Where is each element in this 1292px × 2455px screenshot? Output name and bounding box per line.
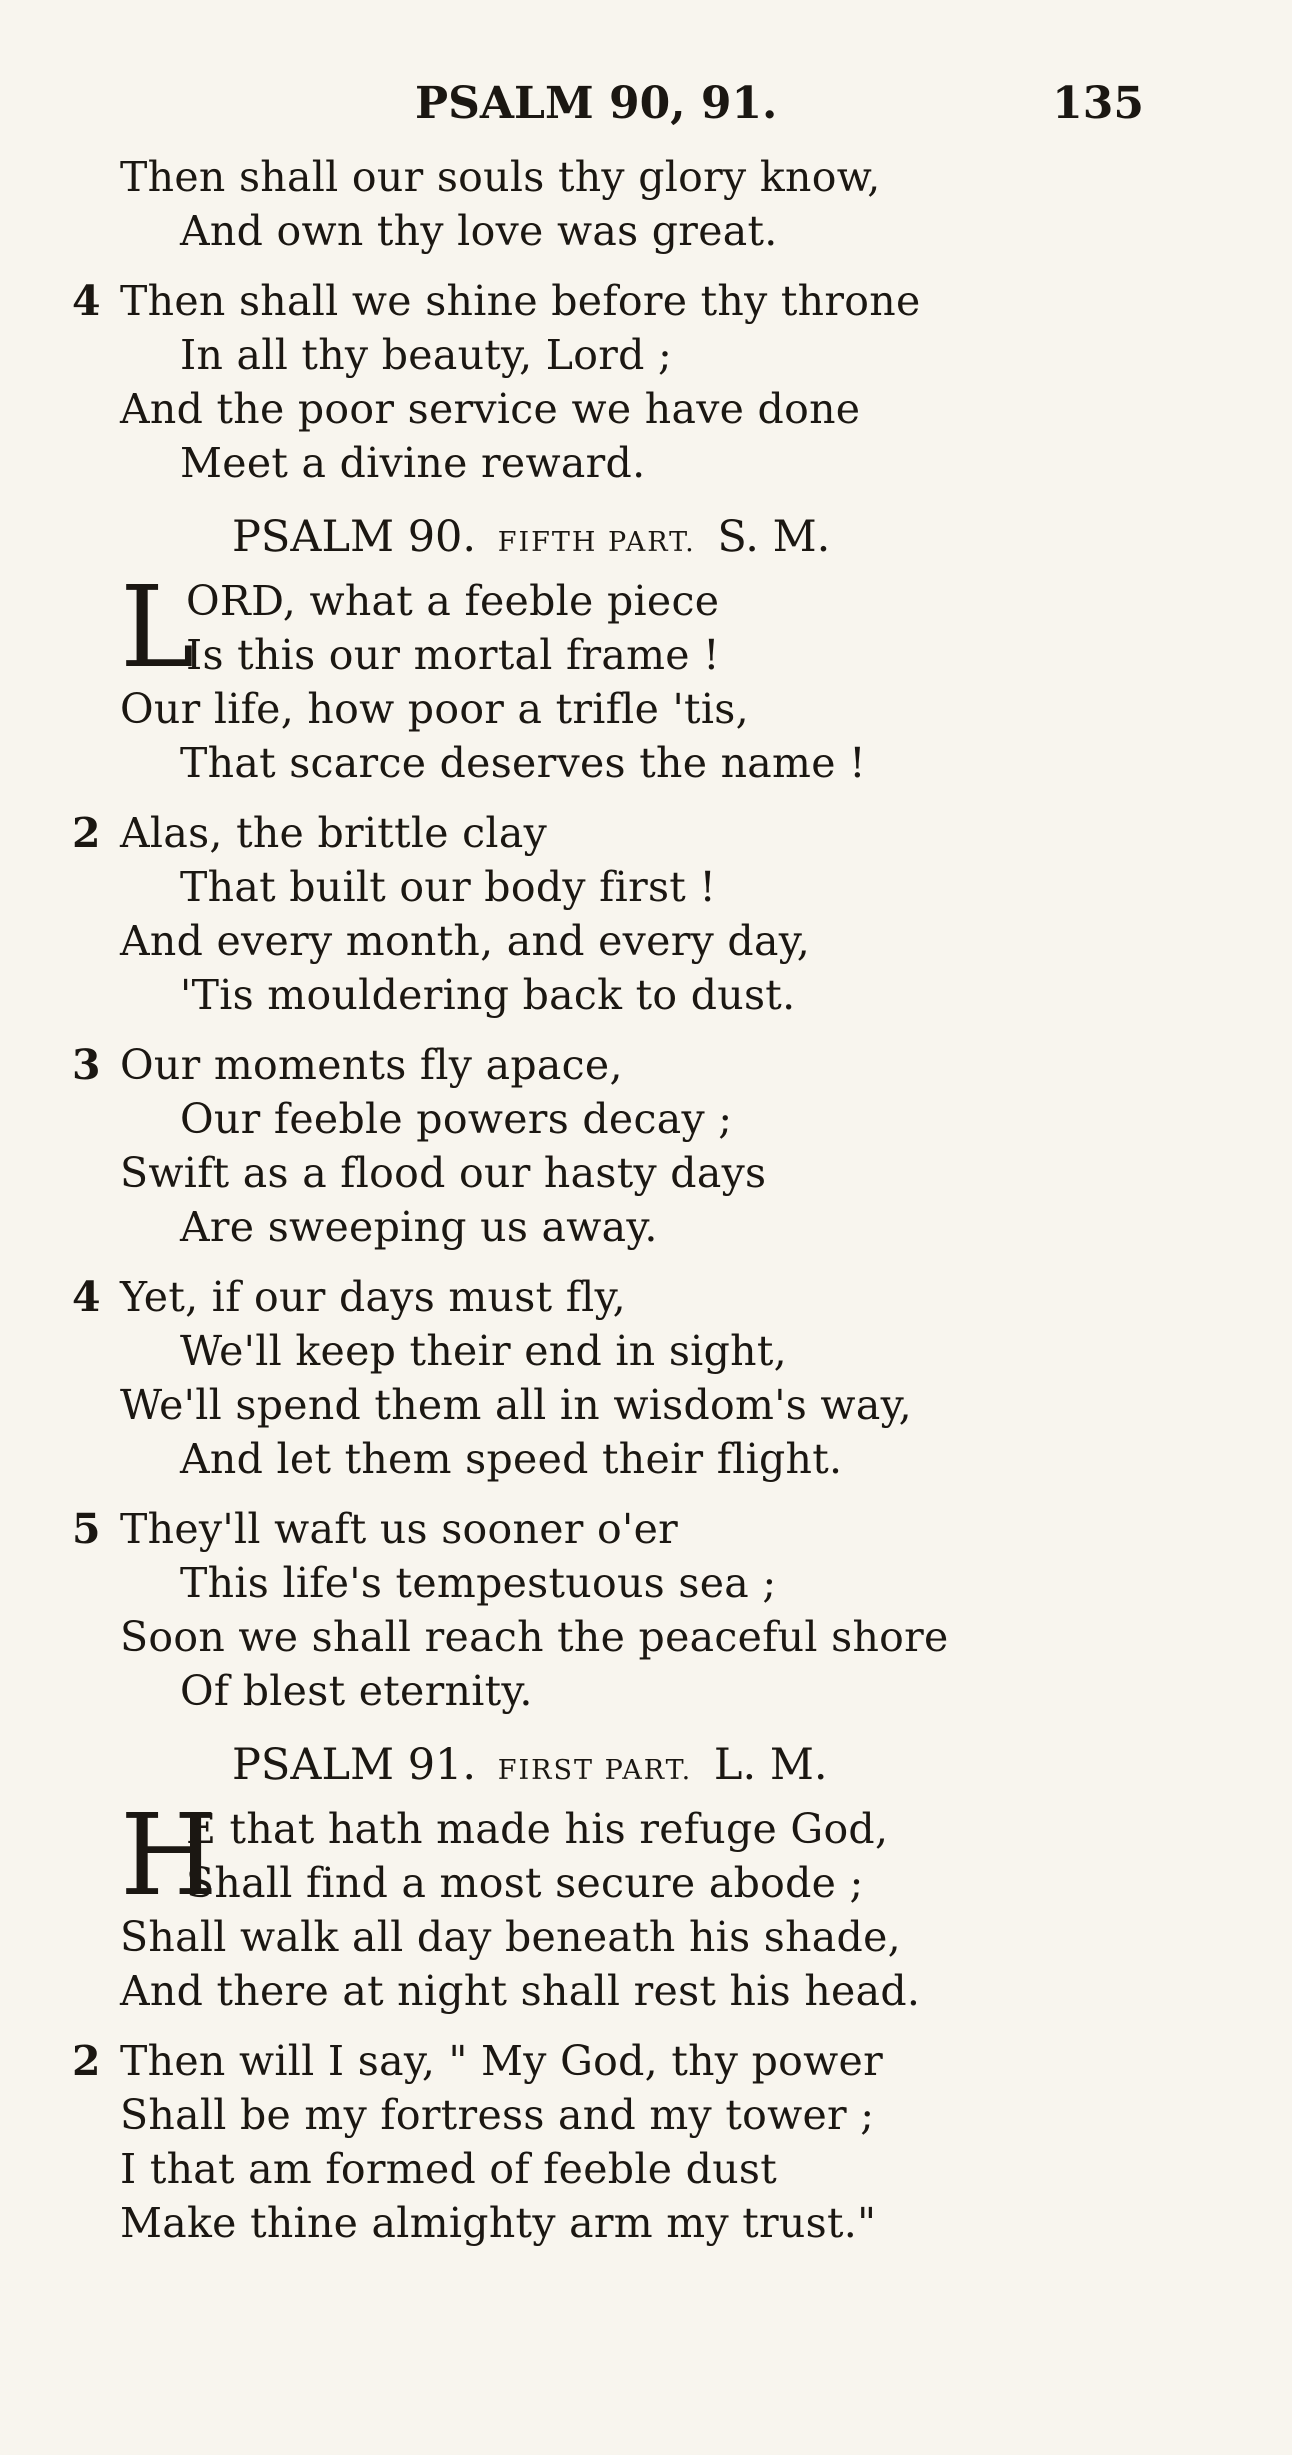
verse-line: That scarce deserves the name ! <box>180 739 866 787</box>
verse-line: ORD, what a feeble piece <box>186 577 720 625</box>
verse-line: Yet, if our days must fly, <box>120 1273 626 1321</box>
verse-line: Shall be my fortress and my tower ; <box>120 2091 875 2139</box>
stanza-number: 4 <box>72 1273 101 1321</box>
stanza-number: 2 <box>72 809 101 857</box>
verse-line: Of blest eternity. <box>180 1667 533 1715</box>
verse-line: This life's tempestuous sea ; <box>180 1559 777 1607</box>
stanza <box>72 274 1120 490</box>
verse-line: And own thy love was great. <box>180 207 778 255</box>
verse-line: Shall find a most secure abode ; <box>186 1859 864 1907</box>
psalm-heading <box>120 1734 1120 1796</box>
verse-line: Is this our mortal frame ! <box>186 631 720 679</box>
psalm-title: PSALM 91. <box>232 1740 477 1790</box>
psalm-heading <box>120 506 1120 568</box>
verse-line: Then shall we shine before thy throne <box>120 277 921 325</box>
psalm-part: FIFTH PART. <box>497 527 696 558</box>
running-head <box>0 78 1292 138</box>
hymn-text <box>72 150 1120 2266</box>
stanza <box>72 1038 1120 1254</box>
verse-line: We'll keep their end in sight, <box>180 1327 787 1375</box>
verse-line: Alas, the brittle clay <box>120 809 548 857</box>
stanza <box>120 563 1120 790</box>
stanza <box>72 2034 1120 2250</box>
verse-line: Shall walk all day beneath his shade, <box>120 1913 901 1961</box>
verse-line: Our feeble powers decay ; <box>180 1095 733 1143</box>
stanza <box>120 1791 1120 2018</box>
verse-line: I that am formed of feeble dust <box>120 2145 778 2193</box>
running-title: PSALM 90, 91. <box>415 78 778 129</box>
verse-line: They'll waft us sooner o'er <box>120 1505 679 1553</box>
verse-line: Meet a divine reward. <box>180 439 646 487</box>
verse-line: And the poor service we have done <box>120 385 861 433</box>
verse-line: Make thine almighty arm my trust." <box>120 2199 877 2247</box>
psalm-meter: S. M. <box>717 512 831 562</box>
verse-line: Soon we shall reach the peaceful shore <box>120 1613 949 1661</box>
psalm-title: PSALM 90. <box>232 512 477 562</box>
stanza <box>72 1502 1120 1718</box>
stanza <box>120 150 1120 258</box>
psalm-part: FIRST PART. <box>497 1755 693 1786</box>
verse-line: 'Tis mouldering back to dust. <box>180 971 796 1019</box>
verse-line: Are sweeping us away. <box>180 1203 658 1251</box>
verse-line: We'll spend them all in wisdom's way, <box>120 1381 912 1429</box>
drop-cap: L <box>120 563 195 693</box>
verse-line: And there at night shall rest his head. <box>120 1967 921 2015</box>
verse-line: Our life, how poor a trifle 'tis, <box>120 685 749 733</box>
stanza <box>72 806 1120 1022</box>
stanza-number: 3 <box>72 1041 101 1089</box>
stanza-number: 2 <box>72 2037 101 2085</box>
verse-line: Then will I say, " My God, thy power <box>120 2037 883 2085</box>
verse-line: That built our body first ! <box>180 863 717 911</box>
psalm-meter: L. M. <box>713 1740 828 1790</box>
verse-line: In all thy beauty, Lord ; <box>180 331 673 379</box>
stanza-number: 5 <box>72 1505 101 1553</box>
stanza-number: 4 <box>72 277 101 325</box>
verse-line: And let them speed their flight. <box>180 1435 843 1483</box>
verse-line: Then shall our souls thy glory know, <box>120 153 881 201</box>
stanza <box>72 1270 1120 1486</box>
verse-line: Swift as a flood our hasty days <box>120 1149 767 1197</box>
verse-line: E that hath made his refuge God, <box>186 1805 889 1853</box>
page-number: 135 <box>1052 78 1144 129</box>
drop-cap: H <box>120 1791 218 1921</box>
verse-line: And every month, and every day, <box>120 917 811 965</box>
verse-line: Our moments fly apace, <box>120 1041 623 1089</box>
